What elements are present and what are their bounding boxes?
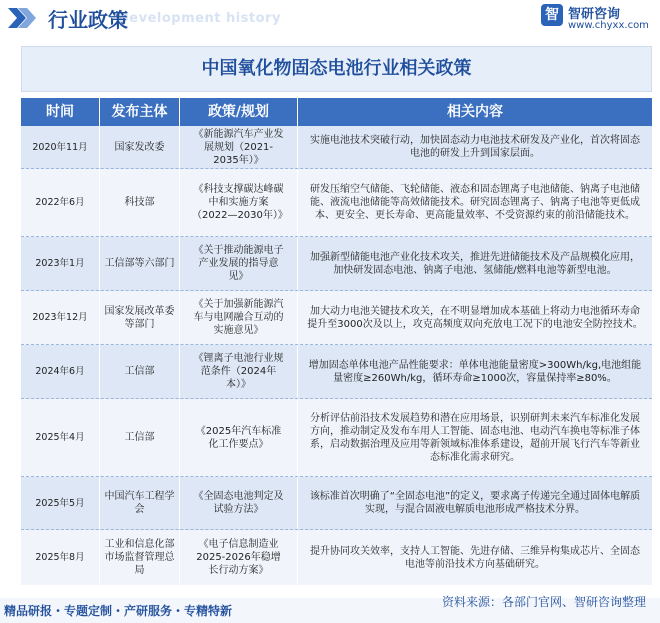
header-english-subtitle: Development history (118, 11, 281, 26)
cell-issuer: 工业和信息化部 市场监督管理总局 (100, 530, 180, 585)
footer-services: 精品研报・专题定制・产研服务・专精特新 (4, 604, 233, 618)
table-header-row (21, 98, 652, 126)
chevron-decoration-icon (8, 8, 36, 28)
cell-time: 2025年5月 (21, 477, 100, 529)
cell-content: 研发压缩空气储能、飞轮储能、液态和固态锂离子电池储能、钠离子电池储能、液流电池储能等高效储能技术。研究固态锂离子、钠离子电池等更低成本、更安全、更长寿命、更高能量效率、不受资源约束的前沿储能技术。 (310, 184, 640, 221)
cell-policy: 《新能源汽车产业发展规划（2021-2035年）》 (180, 126, 298, 168)
table-row (21, 477, 652, 530)
cell-content: 增加固态单体电池产品性能要求：单体电池能量密度>300Wh/kg,电池组能量密度≥260Wh/kg，循环寿命≥1000次，容量保持率≥80%。 (308, 359, 642, 384)
table-row (21, 126, 652, 169)
table-row (21, 169, 652, 237)
cell-issuer: 工信部 (100, 345, 180, 398)
cell-policy: 《关于推动能源电子产业发展的指导意见》 (180, 237, 298, 290)
cell-policy: 《锂离子电池行业规范条件（2024年本）》 (180, 345, 298, 398)
table-row (21, 399, 652, 477)
cell-policy: 《2025年汽车标准化工作要点》 (180, 399, 298, 476)
table-row (21, 345, 652, 399)
cell-issuer: 科技部 (100, 169, 180, 236)
cell-content: 实施电池技术突破行动，加快固态动力电池技术研发及产业化，首次将固态电池的研发上升到国家层面。 (310, 135, 640, 159)
cell-time: 2024年6月 (21, 345, 100, 398)
table-title: 中国氧化物固态电池行业相关政策 (21, 46, 652, 92)
cell-issuer: 国家发展改革委等部门 (100, 291, 180, 344)
cell-time: 2025年8月 (21, 530, 100, 585)
column-header-issuer: 发布主体 (100, 98, 180, 126)
cell-policy: 《电子信息制造业2025-2026年稳增长行动方案》 (180, 530, 298, 585)
cell-time: 2025年4月 (21, 399, 100, 476)
footer-source: 资料来源：各部门官网、智研咨询整理 (441, 595, 646, 609)
cell-time: 2023年12月 (21, 291, 100, 344)
cell-policy: 《关于加强新能源汽车与电网融合互动的实施意见》 (180, 291, 298, 344)
table-row (21, 530, 652, 585)
cell-policy: 《全固态电池判定及试验方法》 (180, 477, 298, 529)
column-header-time: 时间 (21, 98, 100, 126)
cell-content: 分析评估前沿技术发展趋势和潜在应用场景，识别研判未来汽车标准化发展方向，推动制定及发布车用人工智能、固态电池、电动汽车换电等标准子体系，启动数据治理及应用等新领域标准体系建设，超前开展飞行汽车等新业态标准化需求研究。 (310, 412, 640, 463)
column-header-content: 相关内容 (447, 104, 503, 120)
cell-content: 加大动力电池关键技术攻关，在不明显增加成本基础上将动力电池循环寿命提升至3000次及以上，攻克高频度双向充放电工况下的电池安全防控技术。 (307, 305, 643, 330)
cell-issuer: 工信部 (100, 399, 180, 476)
cell-content: 加强新型储能电池产业化技术攻关，推进先进储能技术及产品规模化应用，加快研发固态电池、钠离子电池、氢储能/燃料电池等新型电池。 (310, 251, 640, 276)
brand-name[interactable]: 智研咨询 (568, 7, 621, 22)
cell-time: 2022年6月 (21, 169, 100, 236)
column-header-policy: 政策/规划 (180, 98, 298, 126)
cell-time: 2020年11月 (21, 126, 100, 168)
table-row (21, 291, 652, 345)
page-title: 行业政策 (48, 8, 128, 32)
cell-issuer: 工信部等六部门 (100, 237, 180, 290)
cell-policy: 《科技支撑碳达峰碳中和实施方案（2022—2030年）》 (180, 169, 298, 236)
cell-issuer: 中国汽车工程学会 (100, 477, 180, 529)
cell-time: 2023年1月 (21, 237, 100, 290)
brand-logo-icon: 智 (541, 4, 563, 26)
page-header (0, 0, 660, 36)
brand-site-link[interactable]: www.chyxx.com (568, 20, 649, 31)
cell-content: 该标准首次明确了“全固态电池”的定义，要求离子传递完全通过固体电解质实现，与混合固液电解质电池形成严格技术分界。 (309, 491, 641, 515)
cell-content: 提升协同攻关效率，支持人工智能、先进存储、三维异构集成芯片、全固态电池等前沿技术方向基础研究。 (310, 545, 640, 570)
table-row (21, 237, 652, 291)
cell-issuer: 国家发改委 (100, 126, 180, 168)
policy-table (21, 46, 652, 585)
